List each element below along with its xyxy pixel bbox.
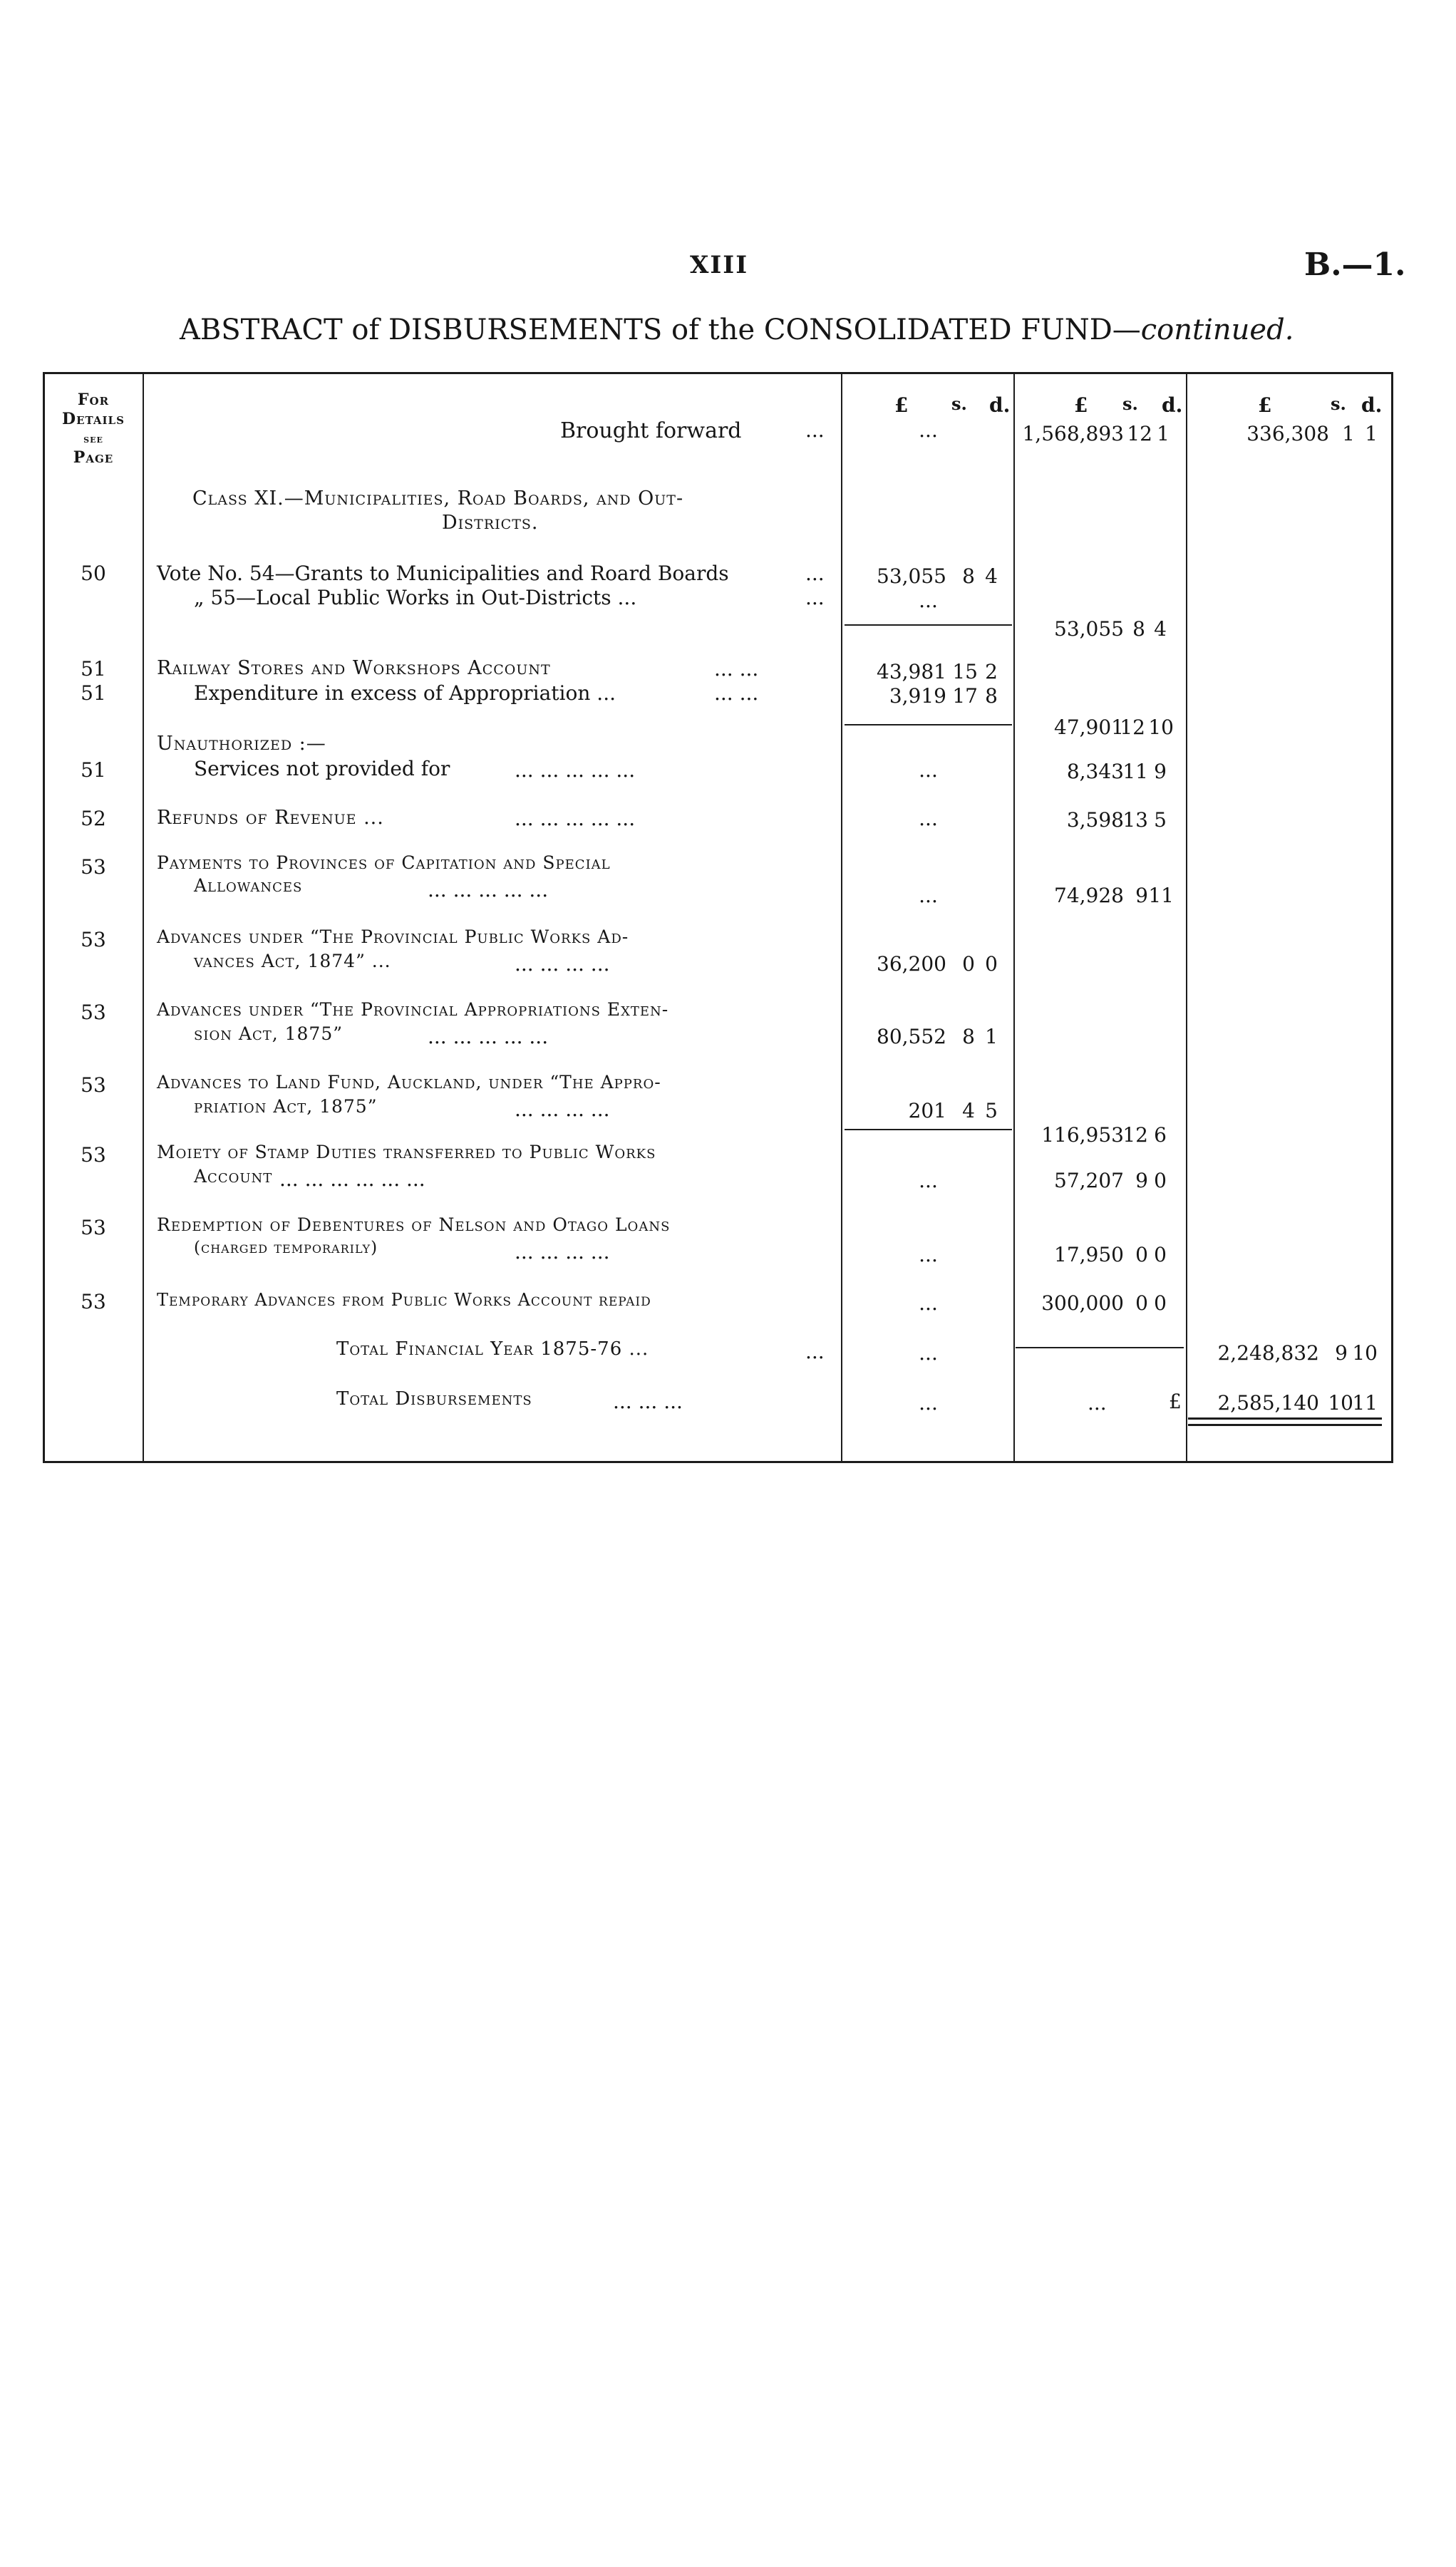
page-ref-railway: 51 xyxy=(81,657,106,681)
table-top-border xyxy=(43,372,1393,374)
unauthorized-dots: ... ... ... ... ... xyxy=(515,758,636,782)
subtotal3-col2 xyxy=(1016,1123,1184,1149)
moiety-pence: 0 xyxy=(1154,1169,1167,1192)
page-ref-payments: 53 xyxy=(81,855,106,879)
col1-shilling-label: s. xyxy=(951,393,967,414)
advance1-shillings: 0 xyxy=(962,952,975,976)
redemption-text-line1: Redemption of Debentures of Nelson and Otago Loans xyxy=(157,1214,671,1235)
subtotal1-col2 xyxy=(1016,617,1184,643)
temporary-shillings: 0 xyxy=(1135,1291,1148,1315)
page-ref-excess: 51 xyxy=(81,681,106,705)
col2-shilling-label: s. xyxy=(1122,393,1138,414)
vote55-col1: ... xyxy=(919,589,938,612)
advance3-text-line1: Advances to Land Fund, Auckland, under “The Appro- xyxy=(157,1072,661,1093)
advance1-text-line1: Advances under “The Provincial Public Works Ad- xyxy=(157,926,629,947)
details-header-line3: see xyxy=(83,432,103,445)
subtotal2-pence: 10 xyxy=(1148,716,1174,739)
page-ref-advance3: 53 xyxy=(81,1073,106,1097)
total-disbursements-label: Total Disbursements xyxy=(336,1388,532,1410)
unauthorized-text: Services not provided for xyxy=(194,757,450,780)
moiety-shillings: 9 xyxy=(1135,1169,1148,1192)
subtotal3-pence: 6 xyxy=(1154,1123,1167,1147)
excess-pence: 8 xyxy=(985,684,998,708)
class-heading-line2: Districts. xyxy=(442,512,539,534)
unauthorized-heading: Unauthorized :— xyxy=(157,733,326,755)
advance2-pence: 1 xyxy=(985,1025,998,1048)
page-ref-temporary: 53 xyxy=(81,1290,106,1313)
advance2-pounds: 80,552 xyxy=(877,1025,946,1048)
bf-col2-shillings: 12 xyxy=(1127,422,1152,445)
total-year-shillings: 9 xyxy=(1335,1341,1348,1365)
unauthorized-pounds: 8,343 xyxy=(1066,760,1124,783)
total-year-dots: ... xyxy=(805,1340,825,1363)
vote54-pence: 4 xyxy=(985,564,998,588)
table-right-border xyxy=(1391,372,1393,1463)
total-disbursements-pounds: 2,585,140 xyxy=(1217,1391,1319,1415)
page-ref-moiety: 53 xyxy=(81,1143,106,1167)
title-main: ABSTRACT of DISBURSEMENTS of the CONSOLIDATED FUND— xyxy=(180,314,1141,346)
subtotal2-col2 xyxy=(1016,716,1184,741)
details-header-line1: For xyxy=(77,391,110,409)
title-suffix: continued. xyxy=(1140,314,1294,346)
railway-col1 xyxy=(845,660,1012,686)
payments-col1: ... xyxy=(919,884,938,907)
bf-col2-pounds: 1,568,893 xyxy=(1022,422,1124,445)
advance2-col1 xyxy=(845,1025,1012,1050)
redemption-pounds: 17,950 xyxy=(1054,1243,1124,1266)
page-number: XIII xyxy=(690,251,749,279)
class-heading-line1: Class XI.—Municipalities, Road Boards, and Out- xyxy=(192,487,684,510)
total-disbursements-pound-sign: £ xyxy=(1169,1390,1182,1413)
page-ref-refunds: 52 xyxy=(81,807,106,830)
col3-pence-label: d. xyxy=(1361,393,1383,417)
col1-pence-label: d. xyxy=(989,393,1011,417)
bf-col3-pence: 1 xyxy=(1365,422,1378,445)
col2-pound-sign: £ xyxy=(1074,393,1088,417)
temporary-pence: 0 xyxy=(1154,1291,1167,1315)
rule-col1-c xyxy=(845,1129,1012,1130)
moiety-text-line1: Moiety of Stamp Duties transferred to Public Works xyxy=(157,1142,656,1162)
subtotal1-pounds: 53,055 xyxy=(1054,617,1124,641)
total-disbursements-col1: ... xyxy=(919,1391,938,1415)
advance1-pence: 0 xyxy=(985,952,998,976)
temporary-col2 xyxy=(1016,1291,1184,1317)
page-ref-redemption: 53 xyxy=(81,1216,106,1239)
advance3-col1 xyxy=(845,1099,1012,1125)
advance3-shillings: 4 xyxy=(962,1099,975,1122)
railway-pounds: 43,981 xyxy=(877,660,946,683)
refunds-pounds: 3,598 xyxy=(1066,808,1124,832)
railway-text: Railway Stores and Workshops Account xyxy=(157,657,551,679)
advance2-shillings: 8 xyxy=(962,1025,975,1048)
col-divider-col1 xyxy=(1013,372,1015,1463)
railway-shillings: 15 xyxy=(952,660,978,683)
vote54-pounds: 53,055 xyxy=(877,564,946,588)
bf-col2-pence: 1 xyxy=(1157,422,1170,445)
advance3-text-line2: priation Act, 1875” xyxy=(194,1096,378,1117)
brought-forward-col1: ... xyxy=(919,418,938,442)
excess-col1 xyxy=(845,684,1012,710)
refunds-col2 xyxy=(1016,808,1184,834)
col1-pound-sign: £ xyxy=(894,393,909,417)
subtotal3-pounds: 116,953 xyxy=(1041,1123,1124,1147)
payments-col2 xyxy=(1016,884,1184,909)
total-disbursements-col2: ... xyxy=(1088,1391,1107,1415)
payments-pounds: 74,928 xyxy=(1054,884,1124,907)
temporary-col1: ... xyxy=(919,1291,938,1315)
advance1-col1 xyxy=(845,952,1012,978)
payments-dots: ... ... ... ... ... xyxy=(428,878,549,902)
redemption-shillings: 0 xyxy=(1135,1243,1148,1266)
subtotal1-pence: 4 xyxy=(1154,617,1167,641)
total-year-col3 xyxy=(1188,1341,1390,1367)
col3-shilling-label: s. xyxy=(1331,393,1346,414)
brought-forward-label: Brought forward xyxy=(560,418,742,443)
vote55-text: „ 55—Local Public Works in Out-Districts ... xyxy=(194,586,637,609)
page-ref-advance1: 53 xyxy=(81,928,106,951)
total-disbursements-col3 xyxy=(1188,1391,1390,1417)
vote54-shillings: 8 xyxy=(962,564,975,588)
subtotal2-pounds: 47,901 xyxy=(1054,716,1124,739)
moiety-text-line2: Account xyxy=(194,1166,273,1187)
payments-pence: 11 xyxy=(1148,884,1174,907)
unauthorized-shillings: 11 xyxy=(1122,760,1148,783)
refunds-pence: 5 xyxy=(1154,808,1167,832)
col2-header xyxy=(1016,393,1184,419)
page-ref-unauthorized: 51 xyxy=(81,758,106,782)
col3-header xyxy=(1188,393,1390,419)
subtotal1-shillings: 8 xyxy=(1132,617,1145,641)
unauthorized-pence: 9 xyxy=(1154,760,1167,783)
rule-col1-b xyxy=(845,724,1012,725)
advance2-text-line1: Advances under “The Provincial Appropriations Exten- xyxy=(157,999,669,1020)
details-header-line4: Page xyxy=(73,448,114,467)
col-divider-details xyxy=(143,372,144,1463)
details-column-header xyxy=(46,391,141,468)
rule-col3-double-1 xyxy=(1188,1417,1382,1420)
brought-forward-col2 xyxy=(1016,422,1184,448)
payments-text-line1: Payments to Provinces of Capitation and Special xyxy=(157,852,611,873)
col2-pence-label: d. xyxy=(1162,393,1183,417)
redemption-text-line2: (charged temporarily) xyxy=(194,1239,378,1257)
total-disbursements-dots: ... ... ... xyxy=(613,1390,683,1413)
moiety-pounds: 57,207 xyxy=(1054,1169,1124,1192)
moiety-col2 xyxy=(1016,1169,1184,1194)
total-year-pounds: 2,248,832 xyxy=(1217,1341,1319,1365)
total-disbursements-pence: 11 xyxy=(1352,1391,1378,1415)
bf-col3-pounds: 336,308 xyxy=(1246,422,1329,445)
total-disbursements-shillings: 10 xyxy=(1328,1391,1353,1415)
total-year-label: Total Financial Year 1875-76 ... xyxy=(336,1338,649,1360)
excess-dots: ... ... xyxy=(714,681,759,705)
railway-dots: ... ... xyxy=(714,657,759,681)
vote54-text: Vote No. 54—Grants to Municipalities and Roard Boards xyxy=(157,562,729,585)
table-bottom-border xyxy=(43,1461,1393,1463)
details-header-line2: Details xyxy=(62,410,125,428)
vote54-col1 xyxy=(845,564,1012,590)
railway-pence: 2 xyxy=(985,660,998,683)
advance3-pounds: 201 xyxy=(908,1099,946,1122)
refunds-dots: ... ... ... ... ... xyxy=(515,807,636,830)
excess-text: Expenditure in excess of Appropriation ... xyxy=(194,681,616,705)
rule-col1-a xyxy=(845,624,1012,626)
refunds-col1: ... xyxy=(919,807,938,830)
col-divider-text xyxy=(841,372,842,1463)
subtotal2-shillings: 12 xyxy=(1120,716,1145,739)
document-code: B.—1. xyxy=(1304,247,1406,283)
total-year-col1: ... xyxy=(919,1341,938,1365)
advance3-pence: 5 xyxy=(985,1099,998,1122)
brought-forward-col3 xyxy=(1188,422,1390,448)
excess-pounds: 3,919 xyxy=(889,684,946,708)
redemption-col1: ... xyxy=(919,1243,938,1266)
vote54-dots: ... xyxy=(805,562,825,585)
moiety-dots: ... ... ... ... ... ... xyxy=(279,1167,425,1191)
col3-pound-sign: £ xyxy=(1258,393,1272,417)
advance2-dots: ... ... ... ... ... xyxy=(428,1025,549,1048)
payments-shillings: 9 xyxy=(1135,884,1148,907)
rule-col2-total xyxy=(1016,1347,1184,1348)
bf-col3-shillings: 1 xyxy=(1342,422,1355,445)
temporary-text: Temporary Advances from Public Works Account repaid xyxy=(157,1290,651,1310)
page-ref-advance2: 53 xyxy=(81,1001,106,1024)
col-divider-col2 xyxy=(1186,372,1187,1463)
page-ref-vote54: 50 xyxy=(81,562,106,585)
unauthorized-col2 xyxy=(1016,760,1184,785)
brought-forward-dots: ... xyxy=(805,418,825,442)
table-left-border xyxy=(43,372,45,1463)
subtotal3-shillings: 12 xyxy=(1122,1123,1148,1147)
moiety-col1: ... xyxy=(919,1169,938,1192)
advance1-dots: ... ... ... ... xyxy=(515,952,610,976)
payments-text-line2: Allowances xyxy=(194,875,303,896)
total-year-pence: 10 xyxy=(1352,1341,1378,1365)
excess-shillings: 17 xyxy=(952,684,978,708)
advance2-text-line2: sion Act, 1875” xyxy=(194,1023,344,1044)
redemption-col2 xyxy=(1016,1243,1184,1269)
advance1-text-line2: vances Act, 1874” ... xyxy=(194,951,391,971)
refunds-shillings: 13 xyxy=(1122,808,1148,832)
refunds-text: Refunds of Revenue ... xyxy=(157,807,384,829)
temporary-pounds: 300,000 xyxy=(1041,1291,1124,1315)
redemption-pence: 0 xyxy=(1154,1243,1167,1266)
vote55-dots: ... xyxy=(805,586,825,609)
advance3-dots: ... ... ... ... xyxy=(515,1097,610,1121)
redemption-dots: ... ... ... ... xyxy=(515,1240,610,1264)
advance1-pounds: 36,200 xyxy=(877,952,946,976)
rule-col3-double-2 xyxy=(1188,1424,1382,1426)
page-title xyxy=(180,314,1294,346)
col1-header xyxy=(845,393,1012,419)
unauthorized-col1: ... xyxy=(919,758,938,782)
